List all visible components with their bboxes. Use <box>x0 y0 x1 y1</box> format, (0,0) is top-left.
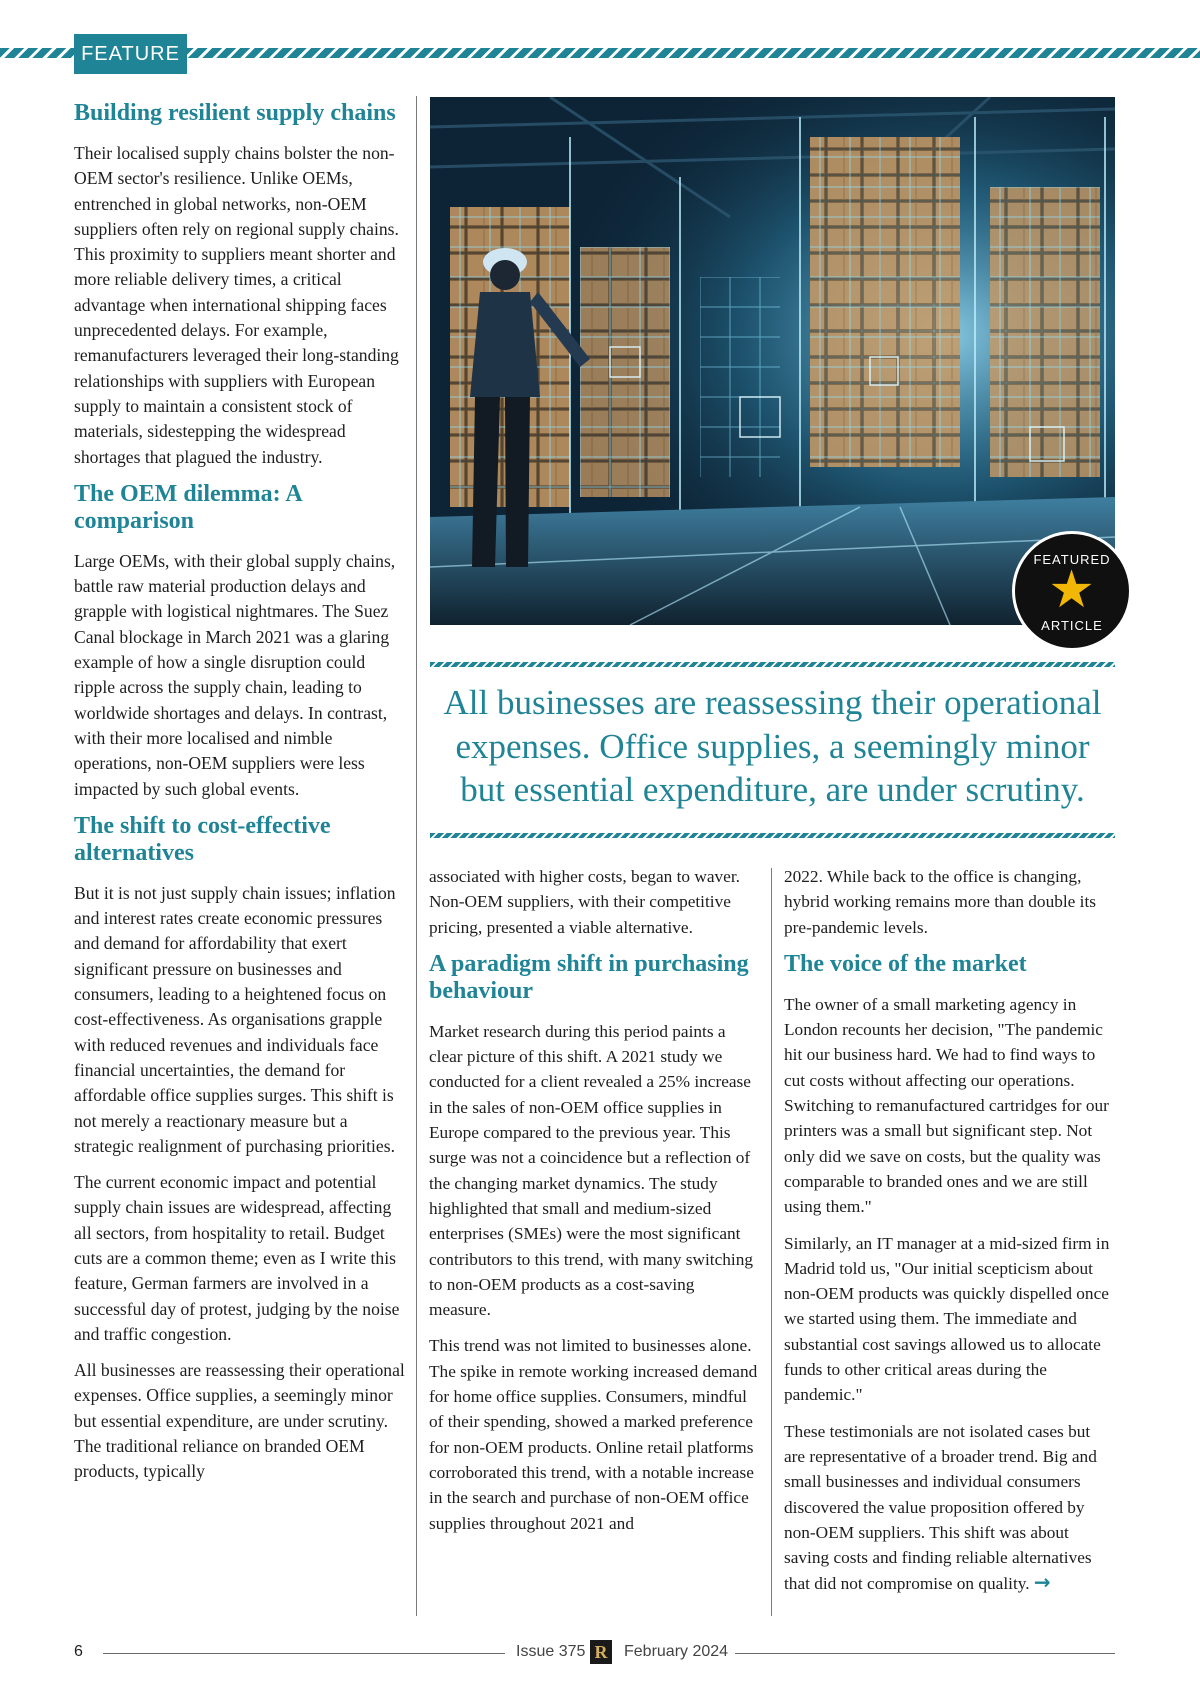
badge-bottom-text: ARTICLE <box>1041 618 1103 633</box>
pull-quote: All businesses are reassessing their operational expenses. Office supplies, a seemingly minor but essential expenditure, are under scrutiny. <box>443 683 1102 809</box>
paragraph: Market research during this period paints a clear picture of this shift. A 2021 study we conducted for a client revealed a 25% increase in the sales of non-OEM office supplies in Europe compared to the previous year. This surge was not a coincidence but a reflection of the changing market dynamics. The study highlighted that small and medium-sized enterprises (SMEs) were the most significant contributors to this trend, with many switching to non-OEM products as a cost-saving measure. <box>429 1021 753 1320</box>
right-column <box>784 864 1114 1608</box>
issue-number: Issue 375 <box>516 1643 586 1660</box>
paragraph: All businesses are reassessing their operational expenses. Office supplies, a seemingly minor but essential expenditure, are under scrutiny. The traditional reliance on branded OEM products, typically <box>74 1360 405 1482</box>
issue-date: February 2024 <box>624 1643 729 1660</box>
paragraph: But it is not just supply chain issues; inflation and interest rates create economic pressures and demand for affordability that exert significant pressure on businesses and consumers, leading to a heightened focus on cost-effectiveness. As organisations grapple with reduced revenues and individuals face financial uncertainties, the demand for affordable office supplies surges. This shift is not merely a reactionary measure but a strategic realignment of purchasing priorities. <box>74 882 396 1156</box>
middle-column <box>429 864 759 1547</box>
featured-article-badge <box>1012 531 1132 651</box>
subheading-voice-of-market: The voice of the market <box>784 950 1027 977</box>
column-divider <box>771 868 772 1616</box>
paragraph-final <box>784 1419 1114 1597</box>
warehouse-illustration <box>430 97 1115 625</box>
magazine-logo: R <box>590 1640 612 1664</box>
warehouse-hero-image <box>430 97 1115 625</box>
badge-top-text: FEATURED <box>1033 552 1111 567</box>
left-column <box>74 100 410 1496</box>
subheading-paradigm-shift: A paradigm shift in purchasing behaviour <box>429 950 749 1004</box>
pull-quote-rule-bottom <box>430 833 1115 838</box>
column-divider <box>416 96 417 1616</box>
paragraph: Similarly, an IT manager at a mid-sized firm in Madrid told us, "Our initial scepticism about non-OEM products was quickly dispelled once we started using them. The immediate and substantial cost savings allowed us to allocate funds to other critical areas during the pandemic." <box>784 1233 1110 1405</box>
paragraph: Large OEMs, with their global supply chains, battle raw material production delays and grapple with logistical nightmares. The Suez Canal blockage in March 2021 was a glaring example of how a single disruption could ripple across the supply chain, leading to worldwide shortages and delays. In contrast, with their more localised and nimble operations, non-OEM suppliers were less impacted by such global events. <box>74 550 396 799</box>
continue-arrow-icon: → <box>1033 1570 1051 1595</box>
paragraph: The current economic impact and potential supply chain issues are widespread, affecting all sectors, from hospitality to retail. Budget cuts are a common theme; even as I write this feature, German farmers are involved in a successful day of protest, judging by the noise and traffic congestion. <box>74 1172 400 1344</box>
star-icon: ★ <box>1048 561 1096 619</box>
subheading-cost-effective-shift: The shift to cost-effective alternatives <box>74 812 331 866</box>
paragraph: 2022. While back to the office is changing, hybrid working remains more than double its pre-pandemic levels. <box>784 867 1096 937</box>
paragraph: Their localised supply chains bolster the non-OEM sector's resilience. Unlike OEMs, entrenched in global networks, non-OEM suppliers often rely on regional supply chains. This proximity to suppliers meant shorter and more reliable delivery times, a critical advantage when international shipping faces unprecedented delays. For example, remanufacturers leveraged their long-standing relationships with suppliers with European supply to maintain a consistent stock of materials, sidestepping the widespread shortages that plagued the industry. <box>74 143 399 467</box>
pull-quote-rule-top <box>430 662 1115 667</box>
subheading-oem-dilemma: The OEM dilemma: A comparison <box>74 480 302 534</box>
paragraph: This trend was not limited to businesses alone. The spike in remote working increased demand for home office supplies. Consumers, mindful of their spending, showed a marked preference for non-OEM products. Online retail platforms corroborated this trend, with a notable increase in the search and purchase of non-OEM office supplies throughout 2021 and <box>429 1336 758 1533</box>
paragraph: The owner of a small marketing agency in London recounts her decision, "The pandemic hit our business hard. We had to find ways to cut costs without affecting our operations. Switching to remanufactured cartridges for our printers was a small but significant step. Not only did we save on costs, but the quality was comparable to branded ones and we are still using them." <box>784 994 1109 1217</box>
paragraph: associated with higher costs, began to waver. Non-OEM suppliers, with their competitive pricing, presented a viable alternative. <box>429 867 740 937</box>
section-tag: FEATURE <box>74 34 187 74</box>
paragraph-text: These testimonials are not isolated cases but are representative of a broader trend. Big and small businesses and individual consumers discovered the value proposition offered by non-OEM suppliers. This shift was about saving costs and finding reliable alternatives that did not compromise on quality. <box>784 1421 1097 1594</box>
subheading-resilient-supply-chains: Building resilient supply chains <box>74 100 396 126</box>
page-number: 6 <box>74 1643 83 1660</box>
footer-rule <box>103 1653 505 1654</box>
footer-rule <box>735 1653 1115 1654</box>
